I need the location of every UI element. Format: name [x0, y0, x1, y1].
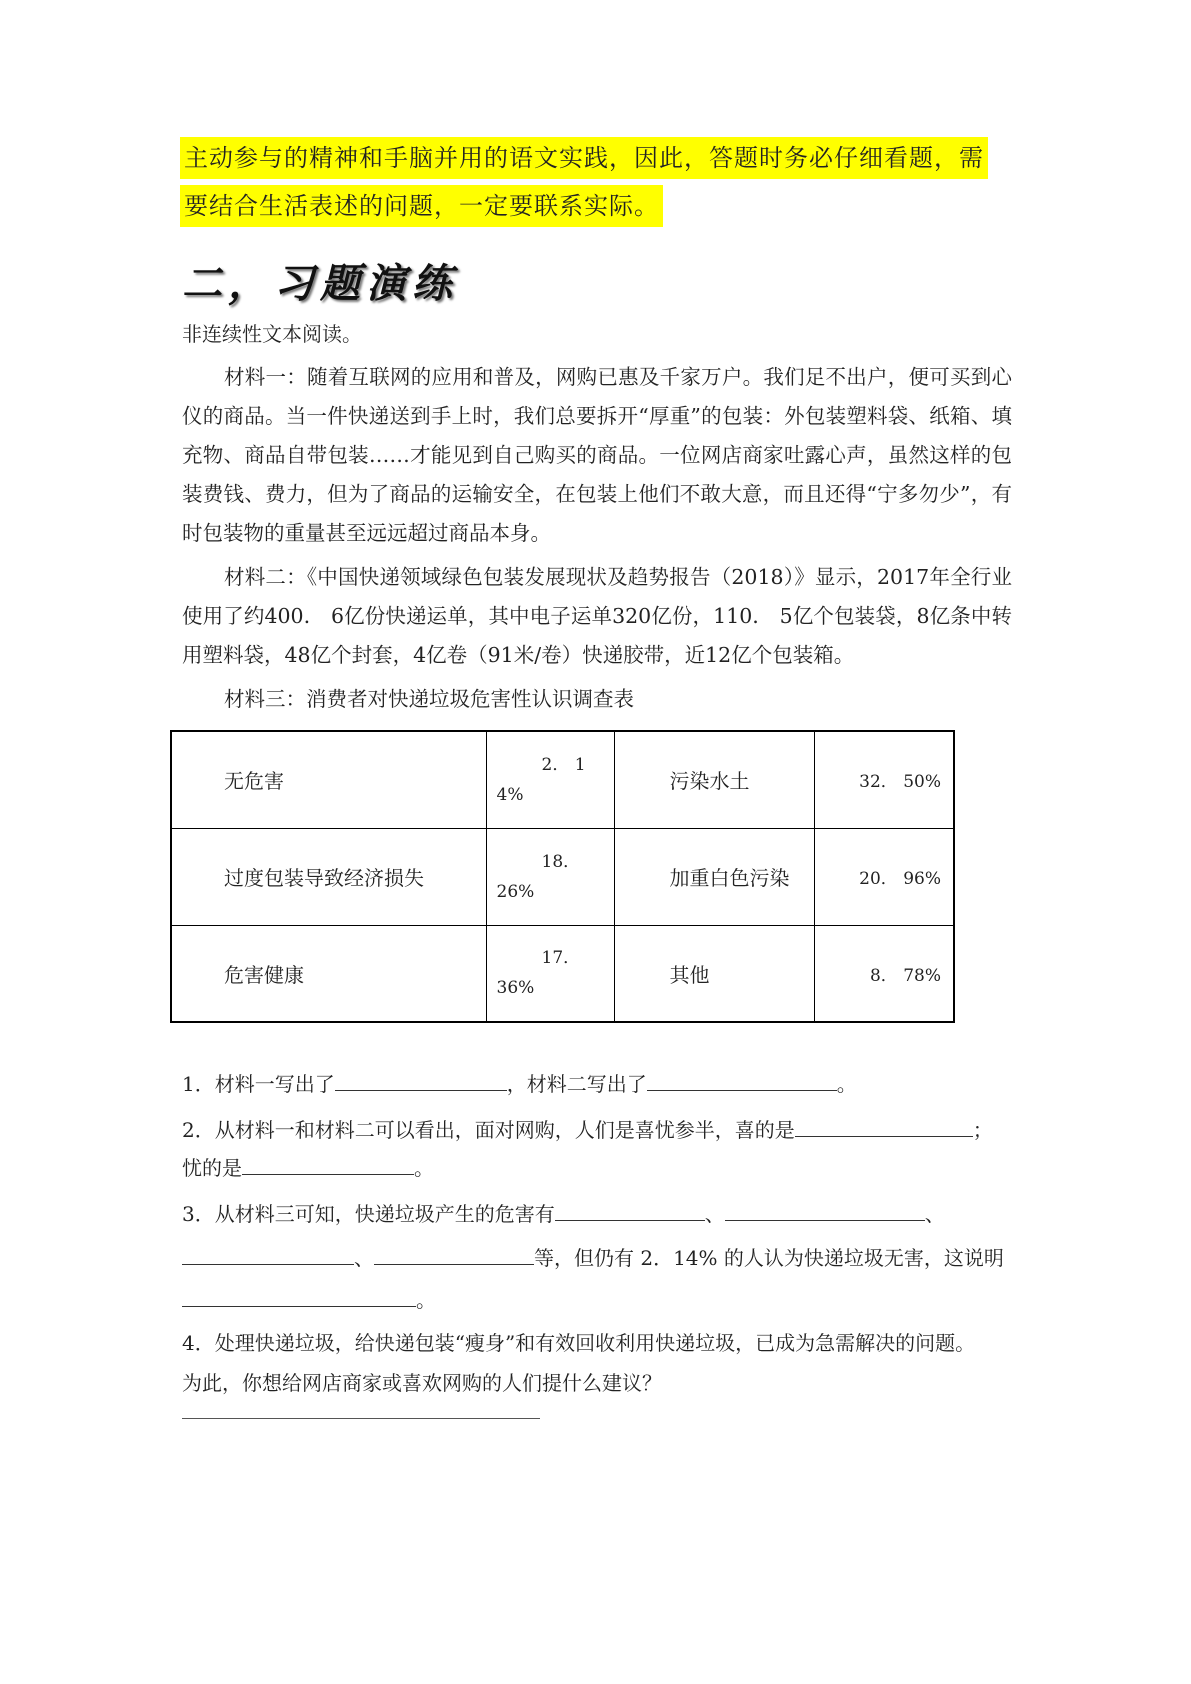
value-part-a: 18．: [541, 851, 581, 872]
question-3-line-1: [182, 1194, 945, 1234]
section-heading: 二，习题演练: [182, 261, 458, 307]
table-cell-item: 其他: [614, 925, 814, 1022]
answer-blank[interactable]: [182, 1280, 416, 1307]
material-one-paragraph: 材料一：随着互联网的应用和普及，网购已惠及千家万户。我们足不出户，便可买到心仪的商品。当一件快递送到手上时，我们总要拆开“厚重”的包装：外包装塑料袋、纸箱、填充物、商品自带包装……才能见到自己购买的商品。一位网店商家吐露心声，虽然这样的包装费钱、费力，但为了商品的运输安全，在包装上他们不敢大意，而且还得“宁多勿少”，有时包装物的重量甚至远远超过商品本身。: [182, 365, 1012, 545]
material-two-paragraph: 材料二：《中国快递领域绿色包装发展现状及趋势报告（2018）》显示，2017年全行业使用了约400． 6亿份快递运单，其中电子运单320亿份，110． 5亿个包装袋，8亿条中转用塑料袋，48亿个封套，4亿卷（91米/卷）快递胶带，近12亿个包装箱。: [182, 565, 1012, 667]
table-cell-value: [486, 828, 614, 925]
highlighted-text-line-1: 主动参与的精神和手脑并用的语文实践，因此，答题时务必仔细看题，需: [180, 137, 988, 179]
question-text: 1．材料一写出了: [182, 1072, 335, 1096]
table-cell-value: [486, 731, 614, 828]
question-text: 、: [924, 1202, 945, 1226]
question-text: 、: [704, 1202, 725, 1226]
question-text: 。: [836, 1072, 857, 1096]
question-text: 。: [414, 1156, 434, 1180]
question-text: 3．从材料三可知，快递垃圾产生的危害有: [182, 1202, 555, 1226]
table-cell-value: 32． 50%: [814, 731, 954, 828]
table-cell-item: 加重白色污染: [614, 828, 814, 925]
question-4-line-1: 4．处理快递垃圾，给快递包装“瘦身”和有效回收利用快递垃圾，已成为急需解决的问题。: [182, 1331, 976, 1355]
table-cell-value: [486, 925, 614, 1022]
question-text: 、: [354, 1246, 374, 1270]
table-cell-value: 20． 96%: [814, 828, 954, 925]
answer-blank[interactable]: [335, 1064, 507, 1091]
value-part-a: 17．: [541, 948, 581, 969]
question-1: [182, 1064, 857, 1104]
question-3-line-2: [182, 1238, 1004, 1278]
answer-line[interactable]: [182, 1418, 540, 1419]
question-3-line-3: [182, 1280, 436, 1320]
table-cell-value: 8． 78%: [814, 925, 954, 1022]
answer-blank[interactable]: [182, 1238, 354, 1265]
question-text: 2．从材料一和材料二可以看出，面对网购，人们是喜忧参半，喜的是: [182, 1118, 795, 1142]
question-text: ，材料二写出了: [506, 1072, 647, 1096]
survey-table: [170, 730, 955, 1023]
table-cell-item: 危害健康: [171, 925, 486, 1022]
material-three-caption: 材料三：消费者对快递垃圾危害性认识调查表: [224, 687, 634, 711]
value-part-b: 36%: [496, 978, 535, 999]
intro-text: 非连续性文本阅读。: [182, 322, 362, 346]
answer-blank[interactable]: [555, 1194, 705, 1221]
answer-blank[interactable]: [242, 1148, 414, 1175]
answer-blank[interactable]: [647, 1064, 837, 1091]
question-2-line-2: [182, 1148, 434, 1188]
highlighted-text-line-2: 要结合生活表述的问题，一定要联系实际。: [180, 185, 663, 227]
value-part-b: 4%: [496, 784, 524, 805]
answer-blank[interactable]: [795, 1110, 973, 1137]
question-text: 。: [416, 1288, 436, 1312]
value-part-a: 2． 1: [541, 754, 586, 775]
question-text: ；: [972, 1118, 993, 1142]
question-text: 忧的是: [182, 1156, 242, 1180]
answer-blank[interactable]: [725, 1194, 925, 1221]
table-row: [171, 828, 954, 925]
table-row: [171, 925, 954, 1022]
question-2-line-1: [182, 1110, 993, 1150]
question-4-line-2: 为此，你想给网店商家或喜欢网购的人们提什么建议？: [182, 1371, 662, 1395]
question-text: 等，但仍有 2．14% 的人认为快递垃圾无害，这说明: [534, 1246, 1004, 1270]
answer-blank[interactable]: [374, 1238, 534, 1265]
table-cell-item: 过度包装导致经济损失: [171, 828, 486, 925]
table-cell-item: 无危害: [171, 731, 486, 828]
table-cell-item: 污染水土: [614, 731, 814, 828]
value-part-b: 26%: [496, 881, 535, 902]
table-row: [171, 731, 954, 828]
